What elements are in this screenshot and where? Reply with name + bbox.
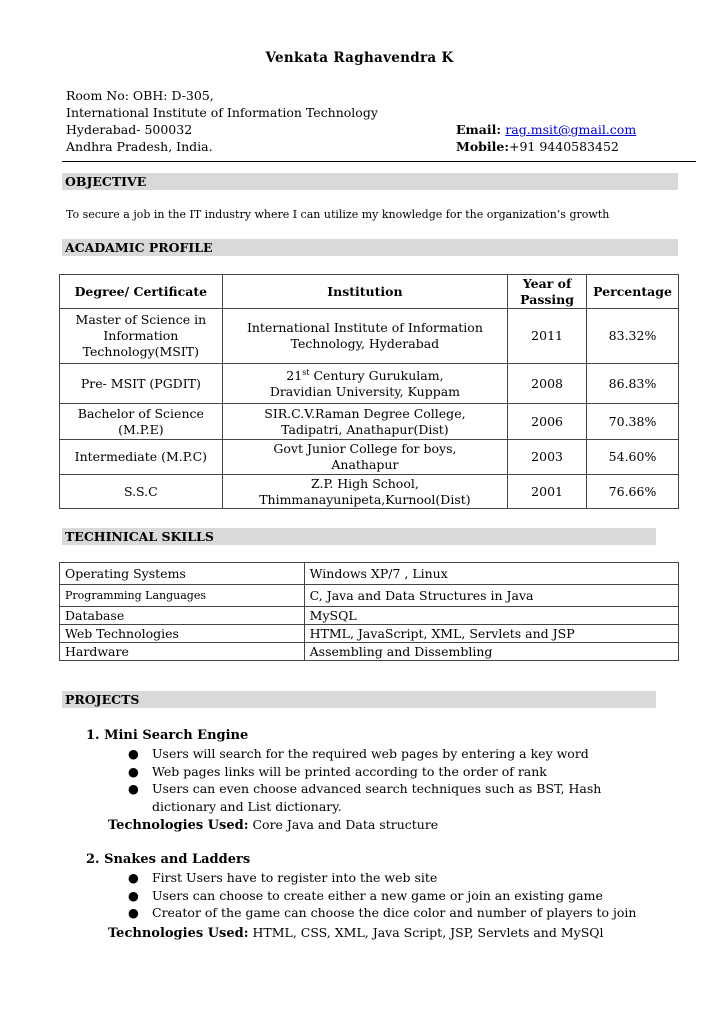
bullet-text: Users can choose to create either a new game or join an existing game <box>152 887 603 903</box>
table-row <box>60 643 679 661</box>
technologies-value: Core Java and Data structure <box>248 817 439 832</box>
year-cell: 2008 <box>508 364 587 404</box>
table-row <box>60 607 679 625</box>
bullet-icon: ● <box>128 887 139 903</box>
technologies-used <box>108 925 604 941</box>
bullet-icon: ● <box>128 781 139 796</box>
table-row <box>60 625 679 643</box>
column-header: Degree/ Certificate <box>60 275 223 309</box>
header-divider <box>62 161 696 162</box>
year-cell: 2003 <box>508 440 587 475</box>
bullet-text: Creator of the game can choose the dice color and number of players to join <box>152 905 637 920</box>
table-row <box>60 585 679 607</box>
skill-value: HTML, JavaScript, XML, Servlets and JSP <box>304 625 678 643</box>
list-item <box>128 780 652 815</box>
institution-cell <box>222 404 507 440</box>
institution-line: Technology, Hyderabad <box>290 336 440 351</box>
project-title <box>86 727 248 743</box>
institution-line: Tadipatri, Anathapur(Dist) <box>281 421 449 437</box>
table-row <box>60 475 679 509</box>
bullet-icon: ● <box>128 746 139 761</box>
technologies-used <box>108 817 438 833</box>
list-item <box>128 904 652 922</box>
list-item <box>128 869 652 887</box>
project-title-text: 1. Mini Search Engine <box>86 728 249 743</box>
contact-info <box>456 121 636 155</box>
skill-category: Operating Systems <box>60 563 305 585</box>
technologies-value: HTML, CSS, XML, Java Script, JSP, Servlets and MySQl <box>248 925 604 940</box>
institution-line: International Institute of Information <box>246 320 483 335</box>
email-label: Email: <box>456 122 506 137</box>
bullet-icon: ● <box>128 763 139 779</box>
list-item <box>128 887 652 905</box>
table-row <box>60 440 679 475</box>
year-cell: 2011 <box>508 309 587 364</box>
address-line: Hyderabad- 500032 <box>66 122 193 137</box>
table-row <box>60 563 679 585</box>
percentage-cell: 76.66% <box>587 475 679 509</box>
institution-cell <box>222 475 507 509</box>
institution-line: Dravidian University, Kuppam <box>269 383 461 399</box>
skill-value: Windows XP/7 , Linux <box>304 563 678 585</box>
institution-line: Z.P. High School, <box>311 475 419 491</box>
mobile-number: +91 9440583452 <box>508 139 619 154</box>
project-bullets <box>128 869 652 922</box>
academic-table <box>59 274 679 509</box>
degree-cell: Pre- MSIT (PGDIT) <box>60 364 223 404</box>
institution-line: Govt Junior College for boys, <box>273 441 457 456</box>
institution-line: Thimmanayunipeta,Kurnool(Dist) <box>259 491 471 507</box>
year-cell: 2001 <box>508 475 587 509</box>
address-line: Room No: OBH: D-305, <box>66 88 214 103</box>
section-heading-objective: OBJECTIVE <box>62 173 678 190</box>
institution-cell <box>222 364 507 404</box>
degree-cell: Intermediate (M.P.C) <box>60 440 223 475</box>
institution-line: 21st Century Gurukulam, <box>286 367 444 383</box>
section-heading-projects: PROJECTS <box>62 691 656 708</box>
project-title <box>86 851 250 867</box>
skill-category: Database <box>60 607 305 625</box>
percentage-cell: 54.60% <box>587 440 679 475</box>
technologies-label: Technologies Used: <box>108 926 249 941</box>
institution-line: SIR.C.V.Raman Degree College, <box>264 405 466 421</box>
skill-category: Programming Languages <box>60 585 305 607</box>
list-item <box>128 745 652 763</box>
postal-address <box>66 87 378 155</box>
skill-value: C, Java and Data Structures in Java <box>304 585 678 607</box>
skill-category: Hardware <box>60 643 305 661</box>
skill-category: Web Technologies <box>60 625 305 643</box>
table-header-row <box>60 275 679 309</box>
email-link[interactable]: rag.msit@gmail.com <box>505 122 637 137</box>
candidate-name: Venkata Raghavendra K <box>265 50 454 66</box>
project-bullets <box>128 745 652 815</box>
institution-cell <box>222 440 507 475</box>
bullet-text: Users will search for the required web pages by entering a key word <box>152 746 589 761</box>
degree-cell: S.S.C <box>60 475 223 509</box>
bullet-text: First Users have to register into the web site <box>152 870 438 885</box>
degree-cell: Master of Science in Information Technology(MSIT) <box>60 309 223 364</box>
bullet-text: Users can even choose advanced search techniques such as BST, Hash dictionary and List dictionary. <box>152 781 602 814</box>
table-row <box>60 364 679 404</box>
list-item <box>128 763 652 781</box>
project-title-text: 2. Snakes and Ladders <box>86 852 251 867</box>
table-row <box>60 404 679 440</box>
bullet-icon: ● <box>128 905 139 920</box>
address-line: International Institute of Information Technology <box>66 105 378 120</box>
mobile-label: Mobile: <box>456 139 509 154</box>
skill-value: MySQL <box>304 607 678 625</box>
institution-line: Anathapur <box>331 457 399 472</box>
technologies-label: Technologies Used: <box>108 818 249 833</box>
column-header: Year of Passing <box>508 275 587 309</box>
table-row <box>60 309 679 364</box>
objective-text: To secure a job in the IT industry where I can utilize my knowledge for the organization’s growth <box>66 208 610 221</box>
section-heading-academic: ACADAMIC PROFILE <box>62 239 678 256</box>
percentage-cell: 83.32% <box>587 309 679 364</box>
column-header: Percentage <box>587 275 679 309</box>
section-heading-skills: TECHINICAL SKILLS <box>62 528 656 545</box>
year-cell: 2006 <box>508 404 587 440</box>
skill-value: Assembling and Dissembling <box>304 643 678 661</box>
bullet-icon: ● <box>128 870 139 885</box>
skills-table <box>59 562 679 661</box>
percentage-cell: 70.38% <box>587 404 679 440</box>
bullet-text: Web pages links will be printed according to the order of rank <box>152 763 547 779</box>
degree-cell: Bachelor of Science (M.P.E) <box>60 404 223 440</box>
column-header: Institution <box>222 275 507 309</box>
address-line: Andhra Pradesh, India. <box>66 139 213 154</box>
institution-cell <box>222 309 507 364</box>
percentage-cell: 86.83% <box>587 364 679 404</box>
